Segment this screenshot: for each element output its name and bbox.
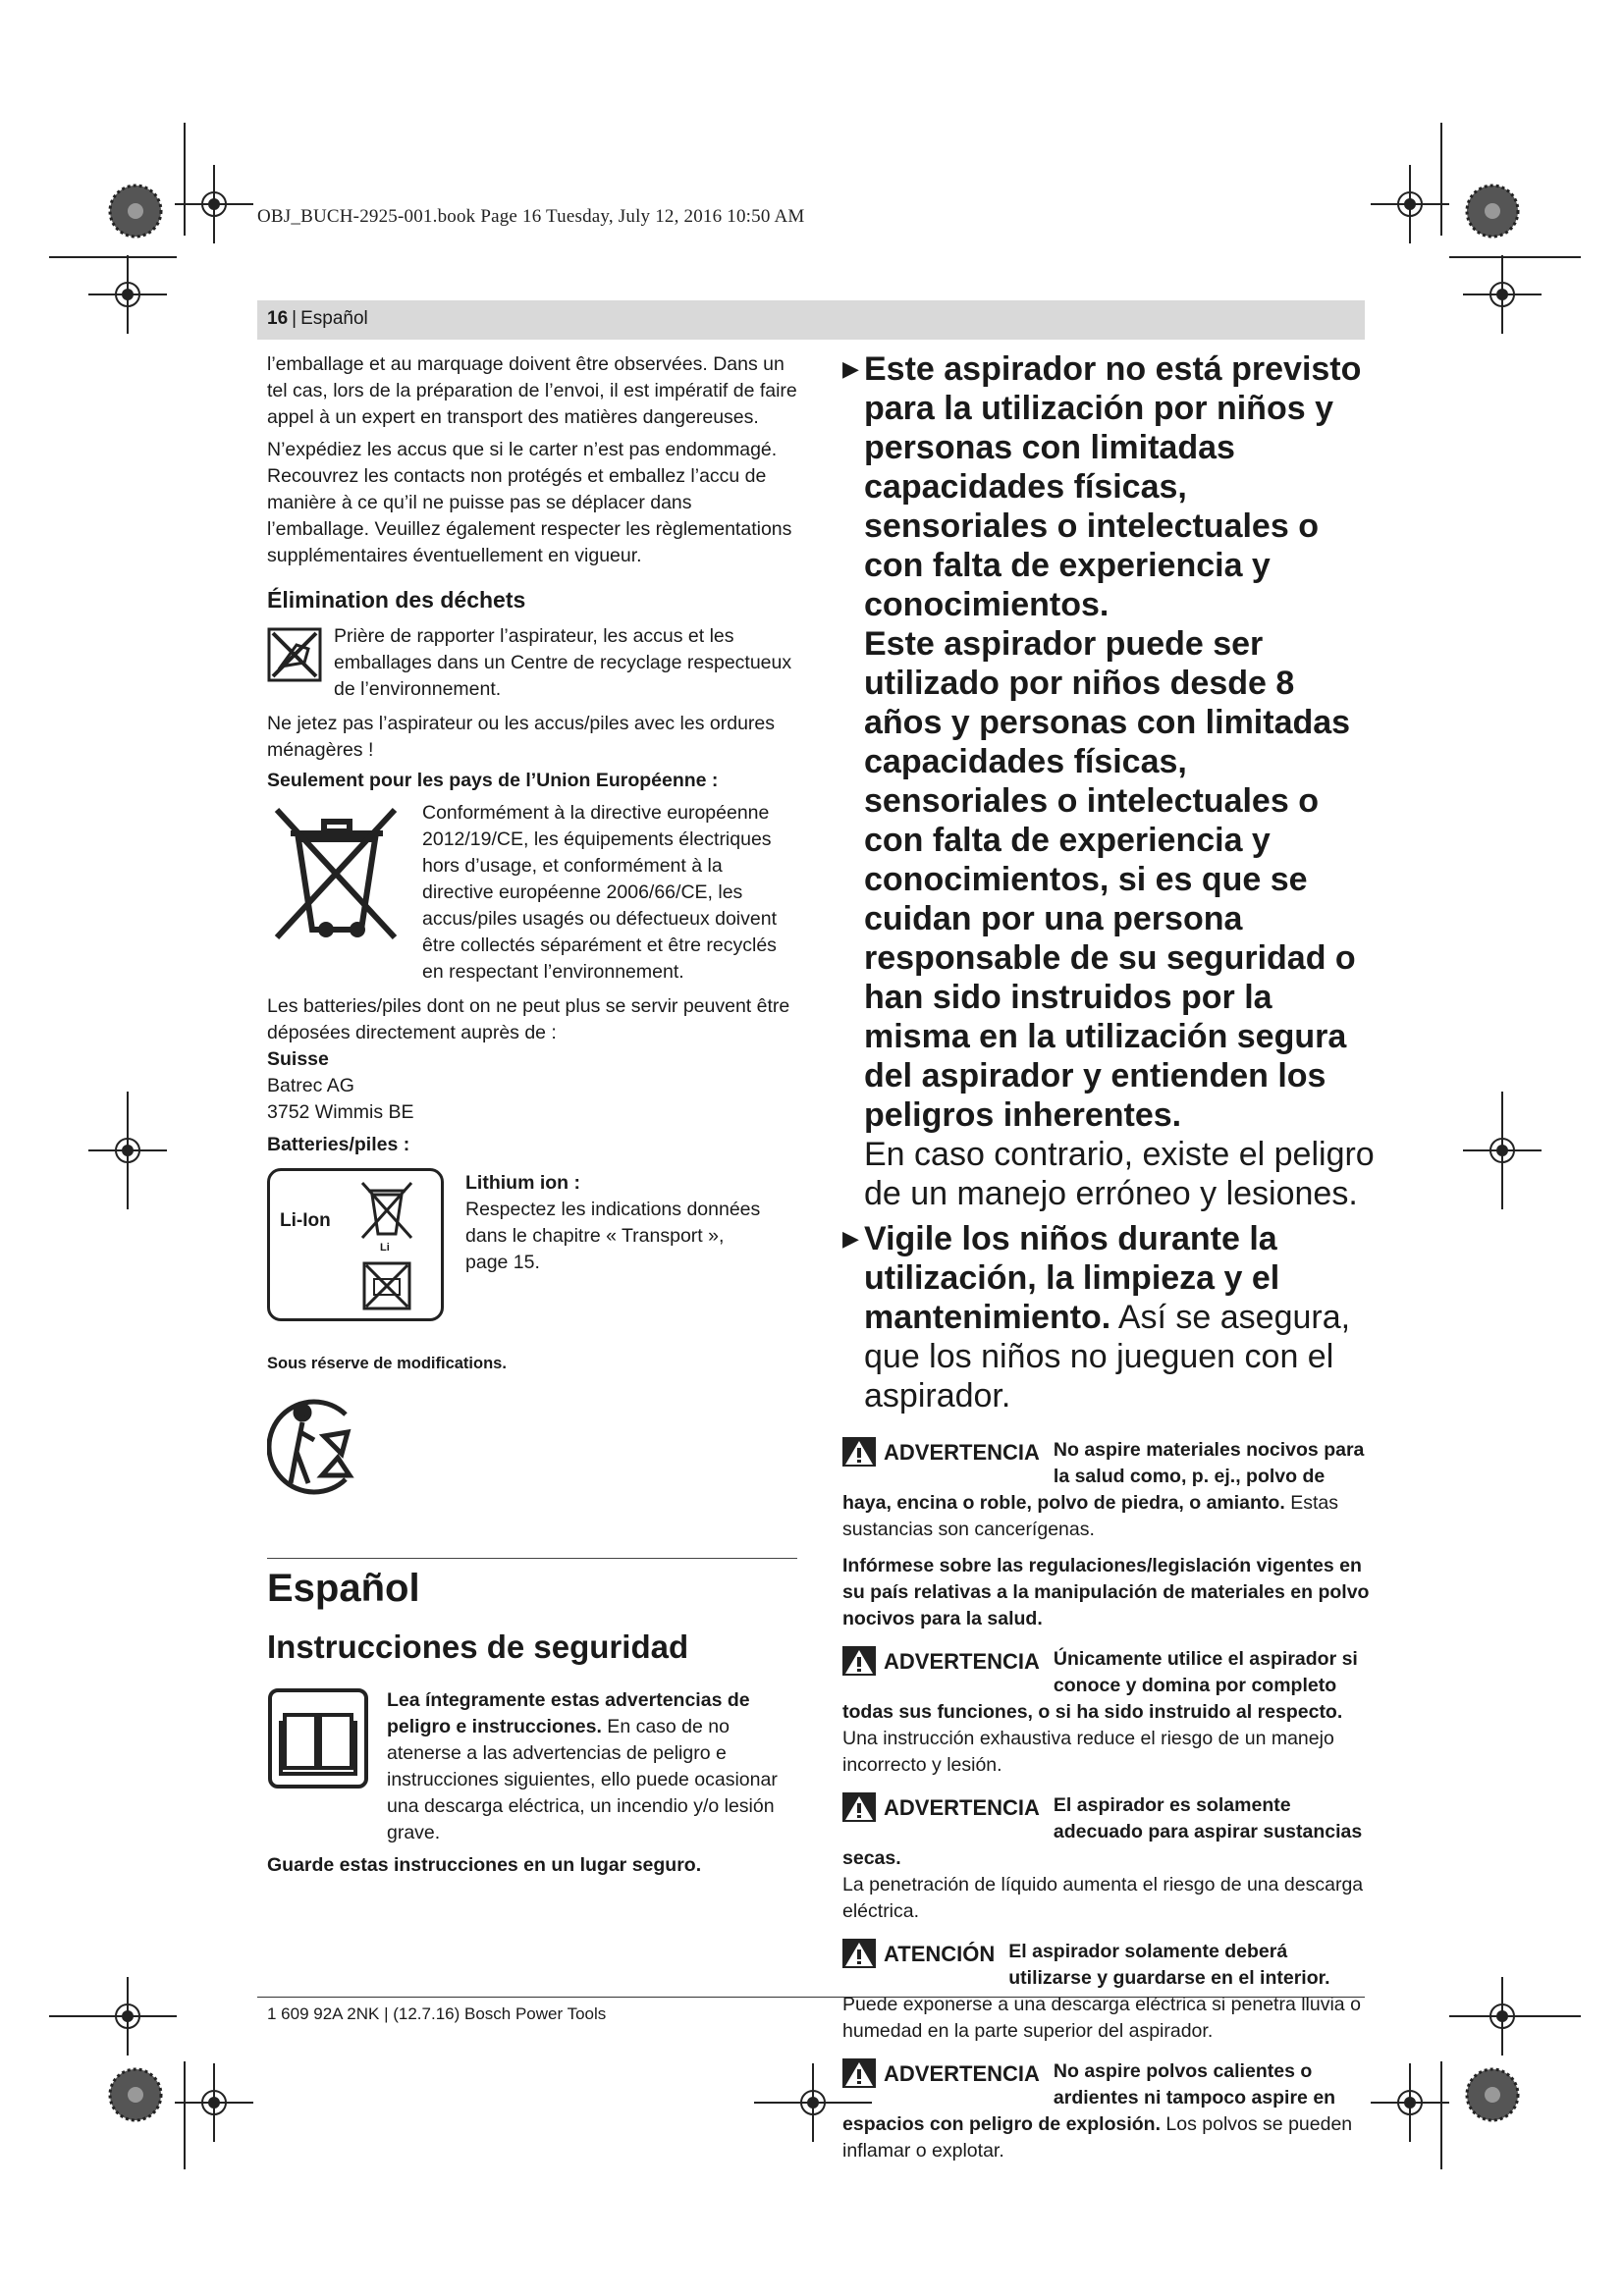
reserve-text: Sous réserve de modifications. [267,1355,507,1372]
bullet-arrow-icon: ▶ [842,1226,859,1251]
crossed-bin-icon [267,800,405,947]
battery-bin-icon [358,1179,415,1242]
warning-5-normal: Los polvos se pueden inflamar o explotar. [842,2113,1353,2162]
save-instructions: Guarde estas instrucciones en un lugar seguro. [267,1854,702,1876]
warning-3-bold: El aspirador es solamente adecuado para aspirar sustancias secas. [842,1794,1363,1869]
instrucciones-heading: Instrucciones de seguridad [267,1629,689,1665]
recycle-text: Prière de rapporter l’aspirateur, les accus et les emballages dans un Centre de recyclage respectueux de l’environnement. [334,625,792,700]
warning-1-bold: No aspire materiales nocivos para la salud como, p. ej., polvo de haya, encina o roble, polvo de piedra, o amianto. [842,1439,1365,1514]
print-slug: OBJ_BUCH-2925-001.book Page 16 Tuesday, July 12, 2016 10:50 AM [257,206,805,227]
warning-triangle-icon [842,1792,876,1822]
warning-2 [842,1646,1375,1779]
liion-badge: Li-Ion [280,1210,331,1231]
warning-3 [842,1792,1375,1925]
warning-5-bold: No aspire polvos calientes o ardientes ni tampoco aspire en espacios con peligro de explosión. [842,2060,1336,2135]
lithium-text: Respectez les indications données dans le chapitre « Transport », page 15. [465,1199,761,1273]
transport-paragraph-1: l’emballage et au marquage doivent être observées. Dans un tel cas, lors de la préparation de l’envoi, il est impératif de faire appel à un expert en transport des matières dangereuses. [267,353,797,428]
warning-4 [842,1939,1375,2045]
warning-2-normal: Una instrucción exhaustiva reduce el riesgo de un manejo incorrecto y lesión. [842,1728,1334,1776]
eu-heading: Seulement pour les pays de l’Union Européenne : [267,770,719,791]
warning-triangle-icon [842,1437,876,1467]
liion-label-box [267,1168,444,1321]
recycle-block [267,623,797,703]
espanol-heading: Español [267,1567,420,1610]
bullet-children-capacity [842,349,1375,1213]
warning-triangle-icon [842,1646,876,1676]
warning-1-normal: Estas sustancias son cancerígenas. [842,1492,1338,1540]
warning-triangle-icon [842,1939,876,1968]
header-section: Español [300,308,368,329]
lithium-text-block [465,1168,770,1321]
batteries-deposit-text: Les batteries/piles dont on ne peut plus se servir peuvent être déposées directement auprès de : [267,995,790,1043]
suisse-label: Suisse [267,1048,329,1070]
bullet2-text [864,1219,1375,1415]
warning-3-normal: La penetración de líquido aumenta el riesgo de una descarga eléctrica. [842,1874,1364,1922]
warning-label: ADVERTENCIA [884,1439,1040,1465]
bullet2-bold: Vigile los niños durante la utilización, la limpieza y el mantenimiento. [864,1220,1280,1336]
warning-5 [842,2058,1375,2164]
page-header-bar [257,300,1365,340]
eu-block [267,800,797,986]
suisse-company: Batrec AG [267,1075,354,1096]
bullet1-bold-2: Este aspirador puede ser utilizado por niños desde 8 años y personas con limitadas capacidades físicas, sensoriales o intelectuales o con falta de experiencia y conocimientos, si es que se cuidan por una persona responsable de su seguridad o han sido instruidos por la misma en la utilización segura del aspirador y entienden los peligros inherentes. [864,625,1356,1134]
read-manual-icon [267,1687,369,1789]
liion-block [267,1168,797,1321]
caution-badge [842,1939,995,1968]
header-separator: | [292,308,298,329]
warning-2-bold: Únicamente utilice el aspirador si conoce y domina por completo todas sus funciones, o si ha sido instruido al respecto. [842,1648,1358,1723]
bullet1-bold: Este aspirador no está previsto para la utilización por niños y personas con limitadas capacidades físicas, sensoriales o intelectuales o con falta de experiencia y conocimientos. [864,350,1362,623]
warning-label: ADVERTENCIA [884,1648,1040,1674]
transport-paragraph-2: N’expédiez les accus que si le carter n’est pas endommagé. Recouvrez les contacts non protégés et emballez l’accu de manière à ce qu’il ne puisse pas se déplacer dans l’emballage. Veuillez également respecter les règlementations supplémentaires éventuellement en vigueur. [267,439,792,566]
footer-rule [257,1997,1365,1998]
read-normal: En caso de no atenerse a las advertencias de peligro e instrucciones siguientes, ello puede ocasionar una descarga eléctrica, un incendio y/o lesión grave. [387,1716,778,1843]
page-header [267,308,368,330]
read-manual-block [267,1687,797,1846]
lithium-label: Lithium ion : [465,1172,580,1194]
battery-crossed-box-icon [362,1261,411,1310]
batteries-heading: Batteries/piles : [267,1134,410,1155]
suisse-address: 3752 Wimmis BE [267,1101,414,1123]
no-vacuum-bin-icon [267,627,322,682]
warning-1 [842,1437,1375,1543]
warning-label: ADVERTENCIA [884,2060,1040,2086]
page-number: 16 [267,308,289,329]
bullet1-normal: En caso contrario, existe el peligro de un manejo erróneo y lesiones. [864,1136,1375,1212]
espanol-rule [267,1558,797,1559]
read-manual-text [387,1687,797,1846]
triman-recycle-icon [267,1393,361,1501]
eu-text: Conformément à la directive européenne 2012/19/CE, les équipements électriques hors d’usage, et conformément à la directive européenne 2006/66/CE, les accus/piles usagés ou défectueux doivent être collectés séparément et être recyclés en respectant l’environnement. [422,802,777,983]
caution-label: ATENCIÓN [884,1941,996,1966]
warning-triangle-icon [842,2058,876,2088]
right-column [842,349,1375,2164]
read-bold: Lea íntegramente estas advertencias de peligro e instrucciones. [387,1689,750,1737]
bullet-supervise [842,1219,1375,1415]
warning-4-normal: Puede exponerse a una descarga eléctrica si penetra lluvia o humedad en la parte superior del aspirador. [842,1994,1361,2042]
warning-badge [842,1437,1040,1467]
warning-badge [842,1646,1040,1676]
warning-badge [842,2058,1040,2088]
warning-label: ADVERTENCIA [884,1794,1040,1820]
warning-1-extra: Infórmese sobre las regulaciones/legislación vigentes en su país relativas a la manipulación de materiales en polvo nocivos para la salud. [842,1555,1370,1629]
warning-badge [842,1792,1040,1822]
no-household-text: Ne jetez pas l’aspirateur ou les accus/piles avec les ordures ménagères ! [267,713,776,761]
left-column [267,351,797,1885]
bullet2-normal: Así se asegura, que los niños no jueguen con el aspirador. [864,1299,1351,1415]
li-small-label: Li [380,1242,390,1254]
elimination-heading: Élimination des déchets [267,587,526,613]
footer-text: 1 609 92A 2NK | (12.7.16) Bosch Power Tools [267,2004,607,2023]
warning-4-bold: El aspirador solamente deberá utilizarse y guardarse en el interior. [1008,1941,1330,1989]
bullet-arrow-icon: ▶ [842,356,859,381]
